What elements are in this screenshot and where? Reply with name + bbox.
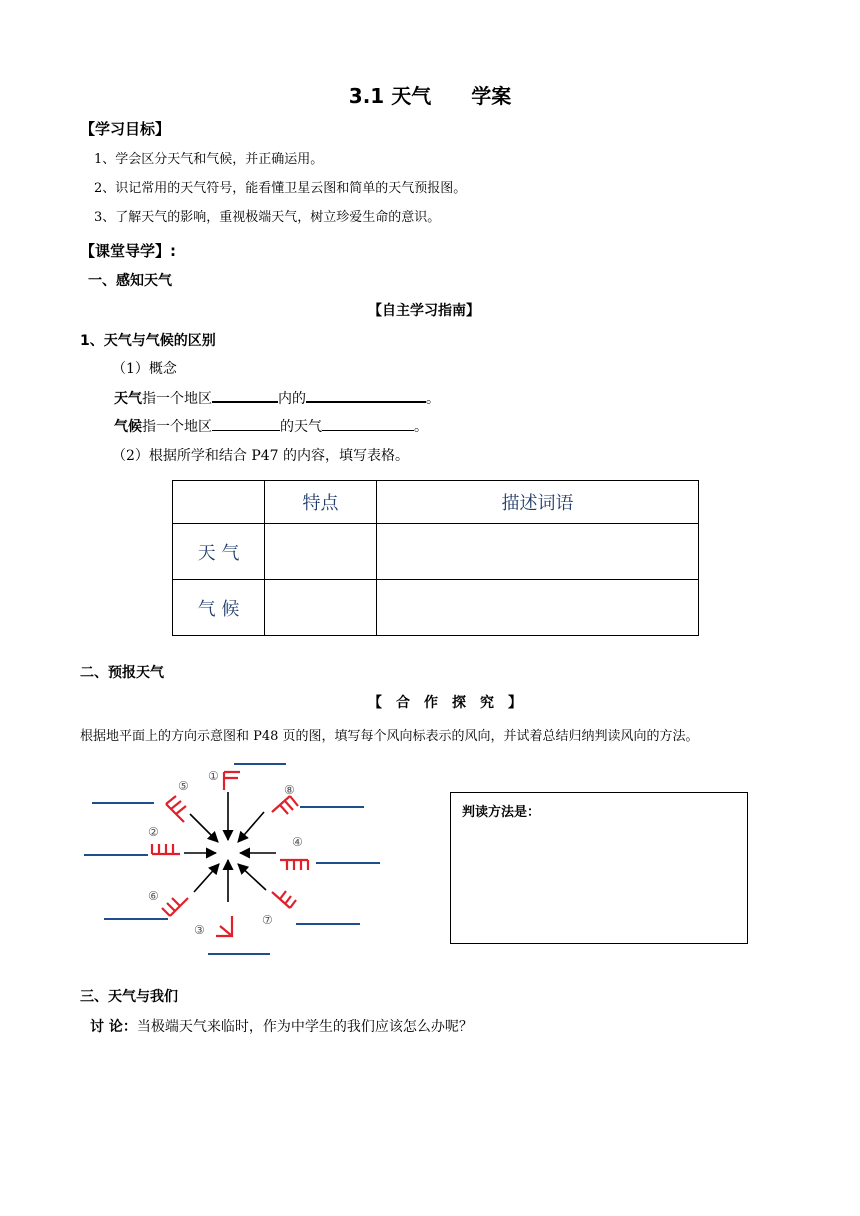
- method-answer-box[interactable]: [450, 792, 748, 944]
- objective-1: 1、学会区分天气和气候，并正确运用。: [94, 152, 324, 167]
- cell-weather-features[interactable]: [265, 524, 377, 580]
- row-label-climate: 气 候: [173, 580, 265, 636]
- cell-climate-words[interactable]: [377, 580, 699, 636]
- answer-line-2[interactable]: [84, 854, 148, 856]
- wind-vane-1-icon: [224, 772, 240, 790]
- header-features: 特点: [265, 481, 377, 524]
- self-study-heading: 【自主学习指南】: [368, 303, 480, 319]
- wind-vane-4-icon: [280, 860, 308, 870]
- wind-vane-7-icon: [272, 891, 296, 908]
- weather-mid: 指一个地区: [142, 391, 212, 407]
- vane-number-2: ②: [148, 825, 159, 839]
- wind-vane-5-icon: [166, 796, 186, 822]
- table-header-row: [173, 481, 699, 524]
- coop-heading: 【 合 作 探 究 】: [368, 695, 522, 711]
- vane-number-4: ④: [292, 835, 303, 849]
- page-title: 3.1 天气 学案: [348, 84, 512, 108]
- vane-number-5: ⑤: [178, 779, 189, 793]
- concept-label: （1）概念: [112, 361, 177, 377]
- objective-3: 3、了解天气的影响，重视极端天气，树立珍爱生命的意识。: [94, 210, 441, 225]
- wind-vane-3-icon: [216, 916, 232, 936]
- guide-heading: 【课堂导学】:: [80, 242, 176, 260]
- arrow-northwest: [190, 814, 218, 842]
- climate-blank-1[interactable]: [212, 416, 280, 431]
- section1-heading: 一、感知天气: [88, 273, 172, 289]
- weather-blank-2[interactable]: [306, 387, 426, 403]
- section2-instruction: 根据地平面上的方向示意图和 P48 页的图，填写每个风向标表示的风向，并试着总结归纳判读风向的方法。: [80, 729, 699, 744]
- objective-2: 2、识记常用的天气符号，能看懂卫星云图和简单的天气预报图。: [94, 181, 467, 196]
- weather-in: 内的: [278, 391, 306, 407]
- weather-period: 。: [426, 391, 440, 407]
- weather-blank-1[interactable]: [212, 387, 278, 403]
- climate-term: 气候: [114, 419, 142, 435]
- table-row: [173, 580, 699, 636]
- row-label-weather: 天 气: [173, 524, 265, 580]
- cell-weather-words[interactable]: [377, 524, 699, 580]
- vane-number-6: ⑥: [148, 889, 159, 903]
- section3-heading: 三、天气与我们: [80, 989, 178, 1005]
- header-descriptive-words: 描述词语: [377, 481, 699, 524]
- weather-definition: [114, 387, 440, 408]
- arrow-southeast: [238, 864, 266, 890]
- table-row: [173, 524, 699, 580]
- discussion: [90, 1016, 473, 1036]
- discussion-label: 讨 论：: [90, 1019, 137, 1035]
- vane-number-8: ⑧: [284, 783, 295, 797]
- cell-climate-features[interactable]: [265, 580, 377, 636]
- objectives-heading: 【学习目标】: [80, 120, 171, 138]
- climate-definition: [114, 416, 428, 436]
- climate-period: 。: [414, 419, 428, 435]
- method-label: 判读方法是：: [462, 805, 541, 820]
- discussion-text: 当极端天气来临时，作为中学生的我们应该怎么办呢？: [136, 1019, 473, 1035]
- section2-heading: 二、预报天气: [80, 665, 164, 681]
- wind-vane-diagram: [140, 760, 320, 940]
- vane-number-7: ⑦: [262, 913, 273, 927]
- weather-term: 天气: [114, 391, 142, 407]
- wind-vane-2-icon: [152, 844, 180, 854]
- vane-number-1: ①: [208, 769, 219, 783]
- table-corner: [173, 481, 265, 524]
- arrow-northeast: [238, 812, 264, 842]
- vane-number-3: ③: [194, 923, 205, 937]
- arrow-southwest: [194, 864, 219, 892]
- climate-mid: 指一个地区: [142, 419, 212, 435]
- climate-blank-2[interactable]: [322, 416, 414, 431]
- direction-arrows: [184, 792, 276, 902]
- answer-line-4[interactable]: [316, 862, 380, 864]
- weather-climate-table: [172, 480, 699, 636]
- answer-line-3[interactable]: [208, 953, 270, 955]
- q2-instruction: （2）根据所学和结合 P47 的内容，填写表格。: [112, 448, 410, 464]
- climate-of: 的天气: [280, 419, 322, 435]
- wind-vane-8-icon: [272, 796, 298, 814]
- q1-title: 1、天气与气候的区别: [80, 333, 216, 349]
- wind-vane-6-icon: [162, 898, 188, 916]
